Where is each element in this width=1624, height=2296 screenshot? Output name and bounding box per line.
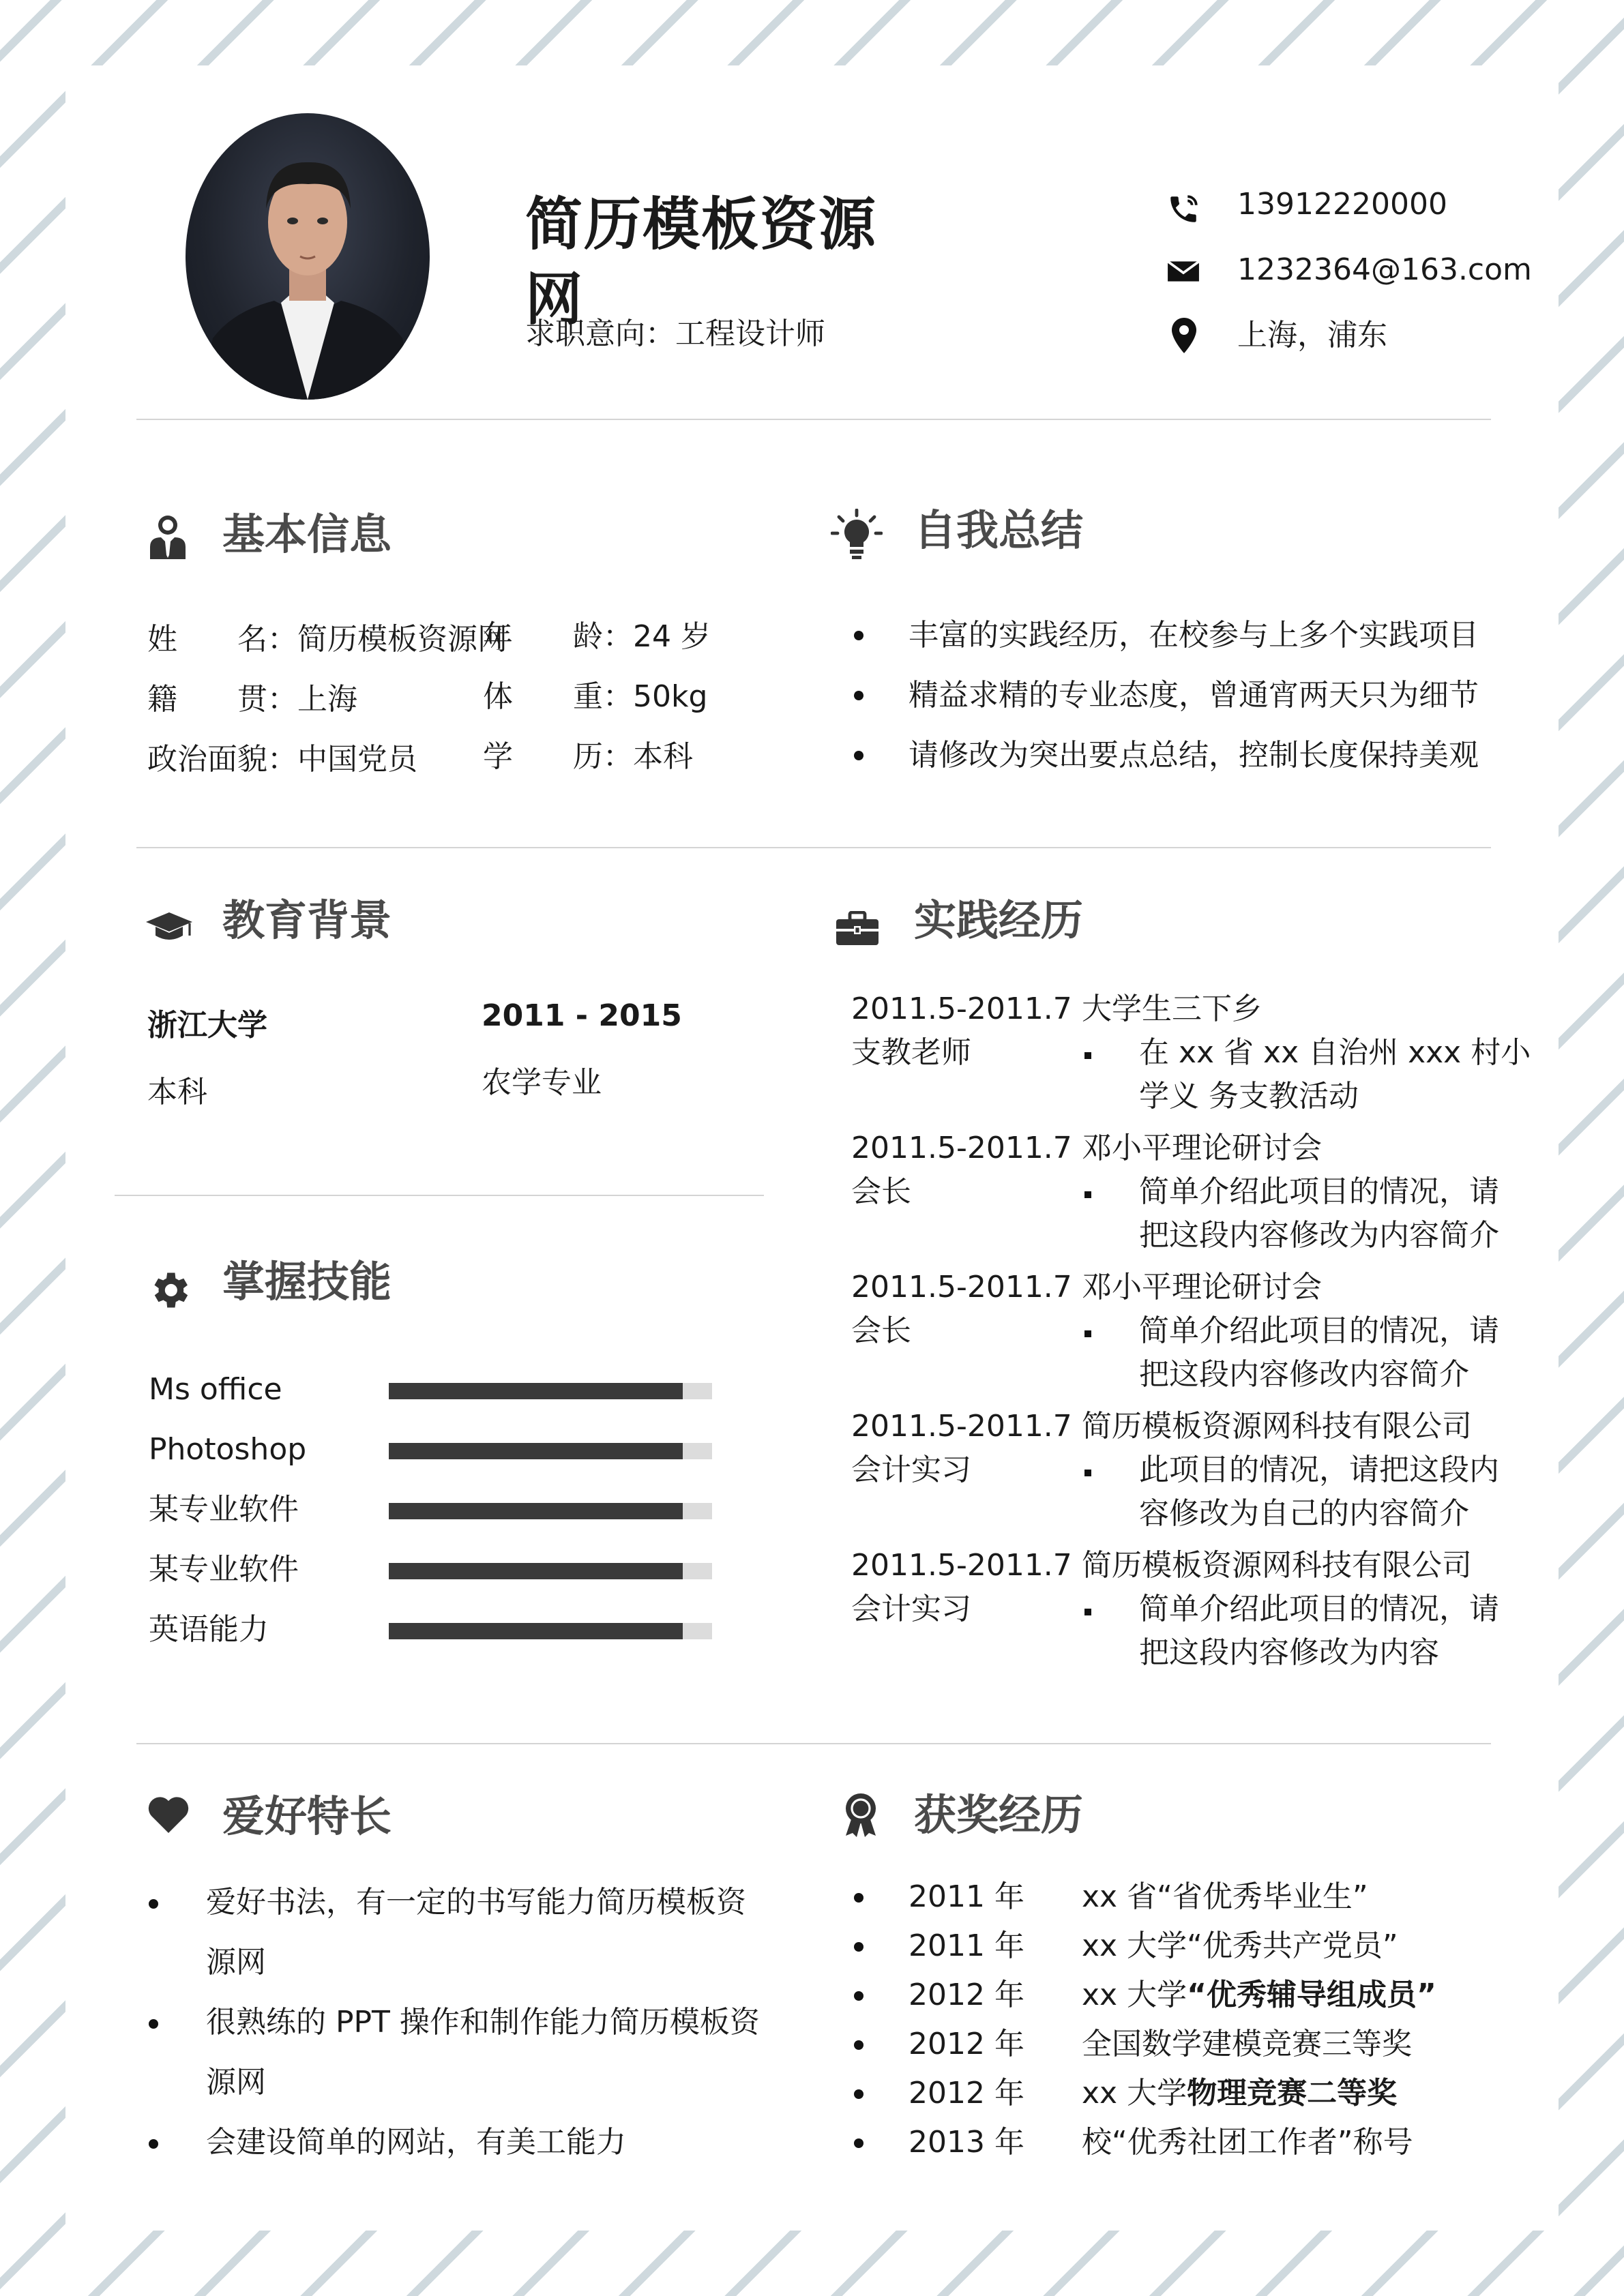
section-title-basic: 基本信息: [222, 509, 392, 559]
award-title: [1082, 1875, 1368, 1919]
skill-level-fill: [389, 1443, 683, 1459]
summary-item: 请修改为突出要点总结，控制长度保持美观: [909, 738, 1479, 773]
practice-desc-line: 在 xx 省 xx 自治州 xxx 村小: [1139, 1035, 1531, 1070]
portrait-image: [186, 113, 430, 400]
divider: [136, 419, 1491, 420]
bullet: [1084, 1470, 1091, 1476]
section-title-practice: 实践经历: [914, 895, 1084, 945]
skill-name: 某专业软件: [149, 1552, 299, 1587]
practice-org: 邓小平理论研讨会: [1082, 1131, 1322, 1165]
award-text: 校“优秀社团工作者”称号: [1082, 2125, 1413, 2160]
skill-level-bar: [389, 1383, 712, 1399]
location: 上海，浦东: [1237, 318, 1387, 353]
bullet: [149, 2019, 158, 2029]
bullet: [854, 2089, 863, 2099]
section-title-awards: 获奖经历: [914, 1790, 1084, 1840]
briefcase-icon: [835, 911, 880, 949]
bullet: [1084, 1052, 1091, 1059]
award-year: 2013 年: [909, 2125, 1024, 2160]
bullet: [854, 2138, 863, 2148]
skill-name: Photoshop: [149, 1432, 307, 1467]
award-year: 2011 年: [909, 1928, 1024, 1963]
bullet: [1084, 1191, 1091, 1198]
field-value: 本科: [633, 739, 693, 774]
hobby-item-line: 源网: [206, 2065, 266, 2100]
practice-date: 2011.5-2011.7: [851, 1548, 1072, 1583]
practice-date: 2011.5-2011.7: [851, 1270, 1072, 1304]
award-text: 全国数学建模竞赛三等奖: [1082, 2027, 1412, 2061]
skill-level-fill: [389, 1503, 683, 1519]
bullet: [854, 691, 863, 700]
field-label: 体 重：: [483, 679, 633, 714]
award-highlight: 物理竞赛二等奖: [1187, 2076, 1398, 2111]
award-title: [1082, 2023, 1412, 2066]
award-year: 2012 年: [909, 1978, 1024, 2012]
practice-org: 简历模板资源网科技有限公司: [1082, 1548, 1472, 1583]
skill-level-bar: [389, 1443, 712, 1459]
skill-name: 某专业软件: [149, 1492, 299, 1527]
bullet: [1084, 1609, 1091, 1615]
bullet: [854, 1991, 863, 2001]
user-icon: [149, 514, 187, 562]
bullet: [854, 631, 863, 640]
hobby-item-line: 爱好书法，有一定的书写能力简历模板资: [206, 1885, 746, 1920]
field-label: 籍 贯：: [147, 682, 297, 717]
divider: [115, 1195, 764, 1196]
gear-icon: [146, 1267, 192, 1316]
job-intent: [525, 312, 825, 356]
location-pin-icon: [1172, 318, 1196, 356]
award-title: [1082, 1973, 1436, 2017]
hobby-item-line: 很熟练的 PPT 操作和制作能力简历模板资: [206, 2005, 760, 2040]
degree: 本科: [147, 1075, 207, 1109]
practice-role: 会计实习: [851, 1592, 971, 1626]
education-years: 2011 - 2015: [482, 998, 682, 1033]
section-title-education: 教育背景: [222, 895, 392, 945]
section-title-summary: 自我总结: [914, 505, 1084, 555]
divider: [136, 847, 1491, 848]
job-intent-value: 工程设计师: [675, 316, 825, 351]
bullet: [854, 1893, 863, 1903]
practice-org: 简历模板资源网科技有限公司: [1082, 1409, 1472, 1444]
bullet: [854, 2040, 863, 2050]
field-value: 中国党员: [297, 742, 417, 777]
heart-icon: [147, 1796, 190, 1837]
skill-level-bar: [389, 1503, 712, 1519]
section-title-skills: 掌握技能: [222, 1257, 392, 1307]
award-year: 2012 年: [909, 2076, 1024, 2111]
basic-row-3b: [483, 735, 693, 779]
award-text: xx 大学: [1082, 1978, 1187, 2012]
field-label: 学 历：: [483, 739, 633, 774]
award-year: 2011 年: [909, 1879, 1024, 1914]
job-intent-label: 求职意向：: [525, 316, 675, 351]
section-title-hobbies: 爱好特长: [222, 1791, 392, 1841]
award-title: [1082, 2121, 1413, 2164]
practice-desc-line: 把这段内容修改为内容简介: [1139, 1218, 1499, 1253]
basic-row-1: [147, 618, 507, 661]
skill-level-fill: [389, 1623, 683, 1639]
practice-date: 2011.5-2011.7: [851, 1409, 1072, 1444]
bullet: [149, 1899, 158, 1909]
practice-desc-line: 简单介绍此项目的情况，请: [1139, 1592, 1499, 1626]
basic-row-2: [147, 678, 357, 721]
practice-org: 大学生三下乡: [1082, 992, 1262, 1026]
bullet: [854, 751, 863, 760]
candidate-name: 简历模板资源网: [525, 191, 878, 333]
field-label: 姓 名：: [147, 622, 297, 657]
graduation-cap-icon: [145, 910, 194, 948]
field-label: 年 龄：: [483, 619, 633, 654]
practice-role: 会长: [851, 1174, 911, 1209]
field-value: 简历模板资源网: [297, 622, 507, 657]
field-value: 24 岁: [633, 619, 711, 654]
lightbulb-icon: [831, 509, 883, 563]
school-name: 浙江大学: [147, 1008, 267, 1043]
practice-desc-line: 把这段内容修改内容简介: [1139, 1357, 1469, 1392]
skill-level-bar: [389, 1563, 712, 1579]
practice-role: 会长: [851, 1313, 911, 1348]
award-year: 2012 年: [909, 2027, 1024, 2061]
practice-date: 2011.5-2011.7: [851, 992, 1072, 1026]
email-icon: [1166, 258, 1200, 288]
practice-desc-line: 把这段内容修改为内容: [1139, 1635, 1439, 1670]
resume-page: [65, 65, 1559, 2231]
basic-row-1b: [483, 615, 711, 659]
profile-photo: [186, 113, 430, 400]
practice-desc-line: 此项目的情况，请把这段内: [1139, 1452, 1499, 1487]
phone-number: 13912220000: [1237, 187, 1447, 222]
summary-item: 精益求精的专业态度，曾通宵两天只为细节: [909, 678, 1479, 713]
skill-level-fill: [389, 1563, 683, 1579]
bullet: [149, 2139, 158, 2149]
major: 农学专业: [482, 1065, 602, 1100]
basic-row-3: [147, 738, 417, 781]
award-title: [1082, 1924, 1398, 1968]
practice-desc-line: 简单介绍此项目的情况，请: [1139, 1313, 1499, 1348]
award-text: xx 大学“优秀共产党员”: [1082, 1928, 1398, 1963]
field-value: 50kg: [633, 679, 708, 714]
award-title: [1082, 2072, 1397, 2115]
award-highlight: “优秀辅导组成员”: [1187, 1978, 1436, 2012]
practice-desc-line: 容修改为自己的内容简介: [1139, 1496, 1469, 1531]
phone-icon: [1166, 192, 1200, 229]
bullet: [854, 1942, 863, 1952]
practice-role: 支教老师: [851, 1035, 971, 1070]
skill-name: 英语能力: [149, 1612, 269, 1647]
email-address: 1232364@163.com: [1237, 252, 1532, 287]
practice-date: 2011.5-2011.7: [851, 1131, 1072, 1165]
field-value: 上海: [297, 682, 357, 717]
practice-role: 会计实习: [851, 1452, 971, 1487]
bullet: [1084, 1330, 1091, 1337]
skill-level-bar: [389, 1623, 712, 1639]
skill-name: Ms office: [149, 1372, 282, 1407]
award-medal-icon: [840, 1792, 881, 1840]
practice-desc-line: 学义 务支教活动: [1139, 1079, 1359, 1114]
award-text: xx 大学: [1082, 2076, 1187, 2111]
award-text: xx 省“省优秀毕业生”: [1082, 1879, 1368, 1914]
practice-org: 邓小平理论研讨会: [1082, 1270, 1322, 1304]
hobby-item-line: 会建设简单的网站，有美工能力: [206, 2125, 626, 2160]
hobby-item-line: 源网: [206, 1945, 266, 1980]
practice-desc-line: 简单介绍此项目的情况，请: [1139, 1174, 1499, 1209]
divider: [136, 1743, 1491, 1744]
skill-level-fill: [389, 1383, 683, 1399]
summary-item: 丰富的实践经历，在校参与上多个实践项目: [909, 618, 1479, 653]
field-label: 政治面貌：: [147, 742, 297, 777]
basic-row-2b: [483, 675, 707, 719]
